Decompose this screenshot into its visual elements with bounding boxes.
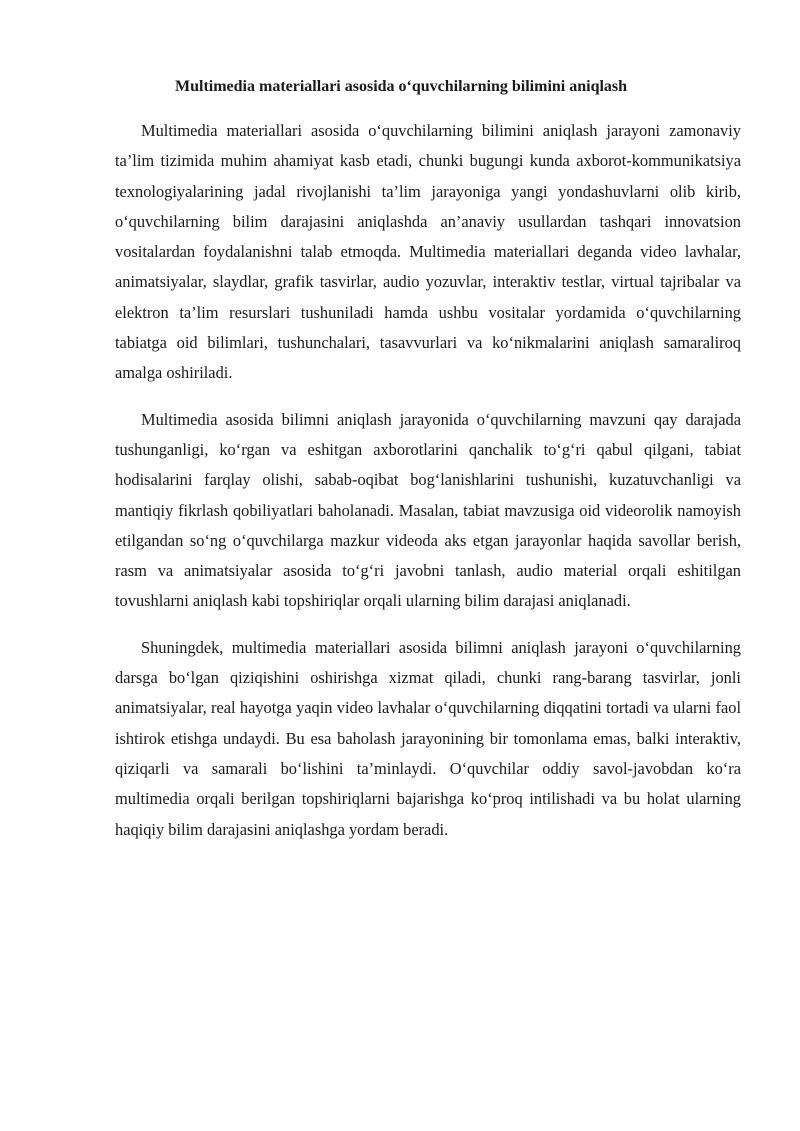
paragraph-3: Shuningdek, multimedia materiallari asosida bilimni aniqlash jarayoni o‘quvchilarning darsga bo‘lgan qiziqishini oshirishga xizmat qiladi, chunki rang-barang tasvirlar, jonli animatsiyalar, real hayotga yaqin video lavhalar o‘quvchilarning diqqatini tortadi va ularni faol ishtirok etishga undaydi. Bu esa baholash jarayonining bir tomonlama emas, balki interaktiv, qiziqarli va samarali bo‘lishini ta’minlaydi. O‘quvchilar oddiy savol-javobdan ko‘ra multimedia orqali berilgan topshiriqlarni bajarishga ko‘proq intilishadi va bu holat ularning haqiqiy bilim darajasini aniqlashga yordam beradi. — [115, 637, 741, 839]
document-body — [115, 74, 741, 861]
document-title: Multimedia materiallari asosida o‘quvchilarning bilimini aniqlash — [175, 78, 628, 95]
paragraph-1: Multimedia materiallari asosida o‘quvchilarning bilimini aniqlash jarayoni zamonaviy ta’lim tizimida muhim ahamiyat kasb etadi, chunki bugungi kunda axborot-kommunikatsiya texnologiyalarining jadal rivojlanishi ta’lim jarayoniga yangi yondashuvlarni olib kirib, o‘quvchilarning bilim darajasini aniqlashda an’anaviy usullardan tashqari innovatsion vositalardan foydalanishni talab etmoqda. Multimedia materiallari deganda video lavhalar, animatsiyalar, slaydlar, grafik tasvirlar, audio yozuvlar, interaktiv testlar, virtual tajribalar va elektron ta’lim resurslari tushuniladi hamda ushbu vositalar yordamida o‘quvchilarning tabiatga oid bilimlari, tushunchalari, tasavvurlari va ko‘nikmalarini aniqlash samaraliroq amalga oshiriladi. — [115, 121, 741, 383]
paragraph-2: Multimedia asosida bilimni aniqlash jarayonida o‘quvchilarning mavzuni qay darajada tushunganligi, ko‘rgan va eshitgan axborotlarini qanchalik to‘g‘ri qabul qilgani, tabiat hodisalarini farqlay olishi, sabab-oqibat bog‘lanishlarini tushunishi, kuzatuvchanligi va mantiqiy fikrlash qobiliyatlari baholanadi. Masalan, tabiat mavzusiga oid videorolik namoyish etilgandan so‘ng o‘quvchilarga mazkur videoda aks etgan jarayonlar haqida savollar berish, rasm va animatsiyalar asosida to‘g‘ri javobni tanlash, audio material orqali eshitilgan tovushlarni aniqlash kabi topshiriqlar orqali ularning bilim darajasi aniqlanadi. — [115, 409, 741, 611]
